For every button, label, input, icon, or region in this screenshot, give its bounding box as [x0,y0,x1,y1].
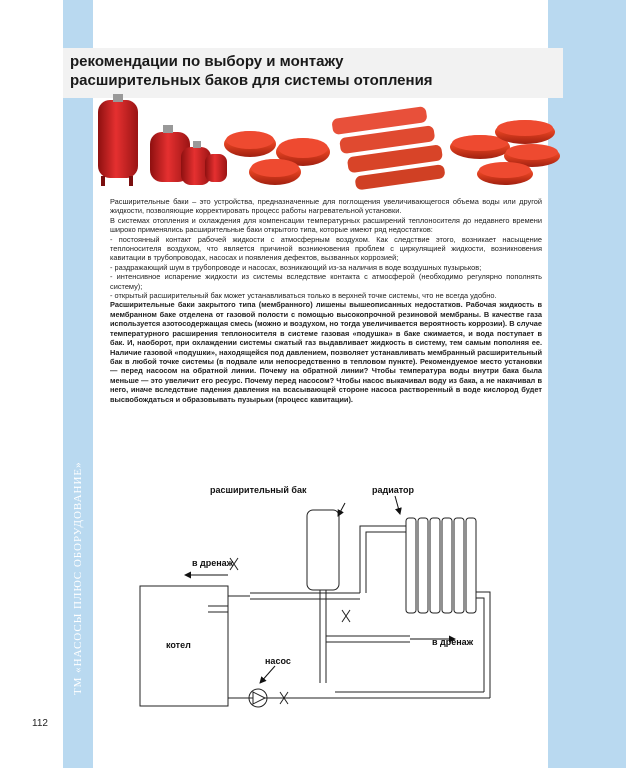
body-text [110,197,542,404]
label-radiator: радиатор [372,485,415,495]
label-drain-right: в дренаж [432,637,474,647]
paragraph-7: Расширительные баки закрытого типа (мембранного) лишены вышеописанных недостатков. Рабочая жидкость в мембранном баке отделена от газовой полости с помощью высокопрочной резиновой мембраны. В качестве газа используется азотосодержащая смесь (можно и воздухом, но тогда увеличивается вероятность коррозии). В случае температурного расширения теплоносителя в системе газовая «подушка» в баке сжимается, и вода поступает в бак. И, наоборот, при охлаждении системы сжатый газ выдавливает жидкость в систему, тем самым пополняя ее. Наличие газовой «подушки», находящейся под давлением, позволяет устанавливать мембранный расширительный бак в любой точке системы (в подвале или непосредственно в тепловом пункте). Рекомендуемое место установки — перед насосом на обратной линии. Почему на обратной линии? Чтобы температура воды внутри бака была меньше — это увеличит его ресурс. Почему перед насосом? Чтобы насос выкачивал воду из бака, а не накачивал в него, иначе вследствие падения давления на всасывающей стороне насоса растворенный в воде кислород будет высвобождаться и образовывать пузырьки (процесс кавитации). [110,300,542,404]
label-pump: насос [265,656,291,666]
heating-system-diagram [110,478,540,728]
paragraph-6: - открытый расширительный бак может устанавливаться только в верхней точке системы, что не всегда удобно. [110,291,497,301]
paragraph-3: - постоянный контакт рабочей жидкости с атмосферным воздухом. Как следствие этого, возникает насыщение теплоносителя воздухом, что является причиной возникновения проблем с циркулящией жидкости, возникновения кавитации в трубопроводах, насосах и появления дефектов, вызванных коррозией; [110,234,542,263]
radiator [406,518,476,613]
label-boiler: котел [166,640,191,650]
left-side-band [63,0,93,768]
expansion-tanks-photo [95,92,565,197]
side-brand-text: ТМ «НАСОСЫ ПЛЮС ОБОРУДОВАНИЕ» [72,461,84,695]
label-drain-left: в дренаж [192,558,234,568]
paragraph-4: - раздражающий шум в трубопроводе и насосах, возникающий из-за наличия в воде воздушных пузырьков; [110,262,482,272]
expansion-tank [307,510,339,590]
paragraph-2: В системах отопления и охлаждения для компенсации температурных расширений теплоносителя до недавнего времени широко применялись расширительные баки открытого типа, которые имеют ряд недостатков: [110,215,542,235]
title-line-2: расширительных баков для системы отопления [70,72,433,89]
page-number: 112 [32,718,48,729]
paragraph-5: - интенсивное испарение жидкости из системы вследствие контакта с атмосферой (необходимо регулярно пополнять систему); [110,272,542,291]
page-title [70,52,550,90]
paragraph-1: Расширительные баки – это устройства, предназначенные для поглощения увеличивающегося объема воды или другой жидкости, позволяющие корректировать процесс работы нагревательной установки. [110,197,542,216]
label-expansion-tank: расширительный бак [210,485,307,495]
title-line-1: рекомендации по выбору и монтажу [70,53,344,70]
